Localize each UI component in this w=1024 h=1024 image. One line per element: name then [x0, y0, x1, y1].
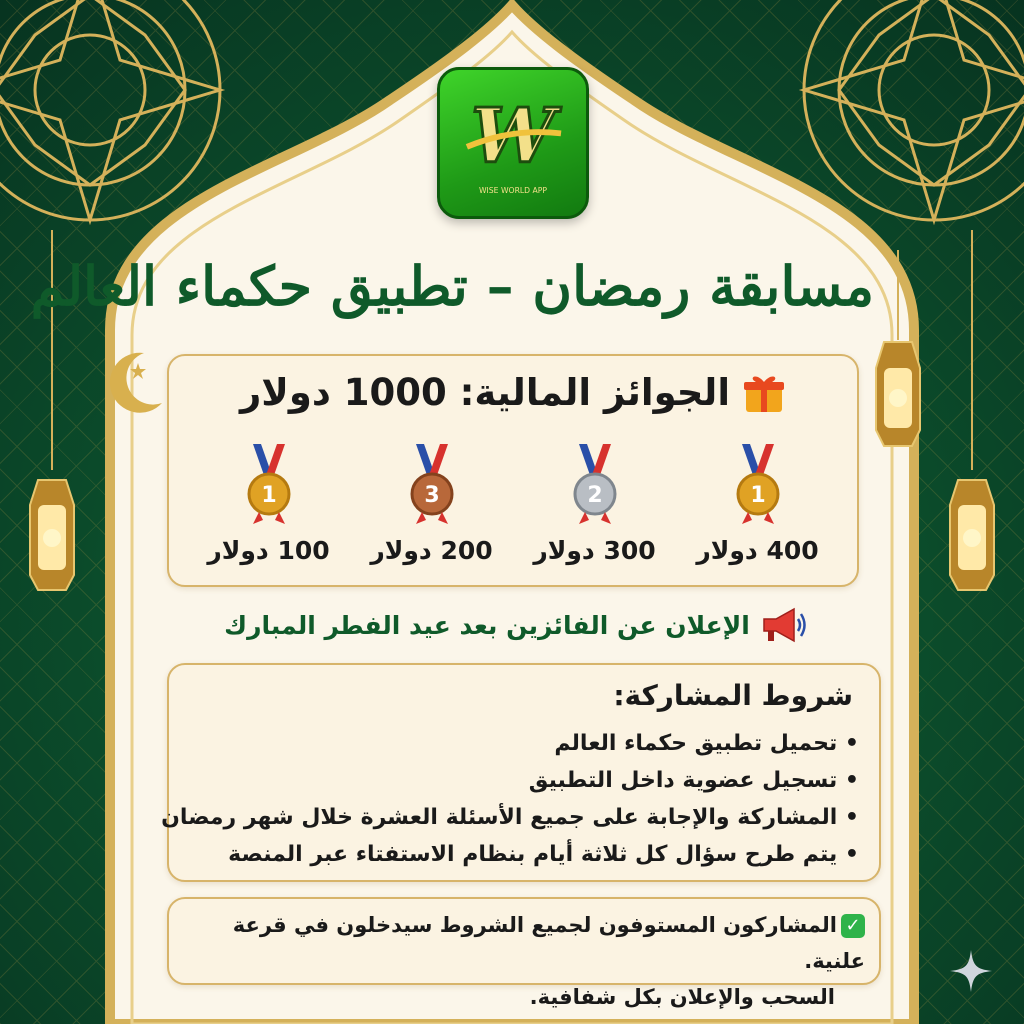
prize-item — [683, 444, 833, 565]
prize-item — [357, 444, 507, 565]
gold-medal-icon — [728, 444, 788, 524]
terms-card — [161, 663, 881, 882]
svg-text:3: 3 — [423, 483, 440, 508]
megaphone-icon — [760, 605, 806, 645]
prizes-card — [167, 354, 859, 587]
lantern-right-top-icon — [870, 250, 926, 460]
svg-text:W: W — [470, 92, 556, 181]
gift-icon — [742, 370, 786, 414]
svg-text:1: 1 — [749, 483, 766, 508]
prize-amount: 100 دولار — [207, 536, 330, 565]
medals-row — [169, 444, 857, 565]
list-item: • المشاركة والإجابة على جميع الأسئلة العشرة خلال شهر رمضان — [161, 799, 859, 836]
draw-note-line-2: السحب والإعلان بكل شفافية. — [529, 985, 835, 1009]
list-item: • تسجيل عضوية داخل التطبيق — [161, 762, 859, 799]
terms-list — [161, 725, 859, 873]
sparkle-icon — [948, 948, 994, 994]
svg-text:2: 2 — [586, 483, 603, 508]
draw-note-line-1: ✓المشاركون المستوفون لجميع الشروط سيدخلون في قرعة علنية. — [232, 913, 865, 973]
check-icon: ✓ — [841, 914, 865, 938]
lantern-right-icon — [944, 230, 1000, 600]
svg-text:1: 1 — [260, 483, 277, 508]
app-logo — [437, 67, 589, 219]
announcement-text: الإعلان عن الفائزين بعد عيد الفطر المبارك — [224, 610, 750, 640]
prize-amount: 200 دولار — [370, 536, 493, 565]
prize-item — [194, 444, 344, 565]
page-title: مسابقة رمضان – تطبيق حكماء العالم — [30, 254, 874, 318]
bronze-medal-icon — [402, 444, 462, 524]
draw-note — [175, 907, 865, 1015]
draw-note-card — [167, 897, 881, 1009]
list-item: • تحميل تطبيق حكماء العالم — [161, 725, 859, 762]
silver-medal-icon — [565, 444, 625, 524]
wisdom-app-logo-icon — [440, 70, 586, 216]
prizes-heading-row — [169, 370, 857, 414]
svg-text:WISE WORLD APP: WISE WORLD APP — [478, 185, 548, 195]
announcement — [170, 600, 860, 650]
prize-amount: 300 دولار — [533, 536, 656, 565]
prizes-heading: الجوائز المالية: 1000 دولار — [239, 370, 731, 414]
prize-item — [520, 444, 670, 565]
crescent-moon-icon — [104, 345, 166, 415]
terms-title: شروط المشاركة: — [613, 679, 853, 712]
prize-amount: 400 دولار — [696, 536, 819, 565]
list-item: • يتم طرح سؤال كل ثلاثة أيام بنظام الاستفتاء عبر المنصة — [161, 836, 859, 873]
gold-medal-icon — [239, 444, 299, 524]
